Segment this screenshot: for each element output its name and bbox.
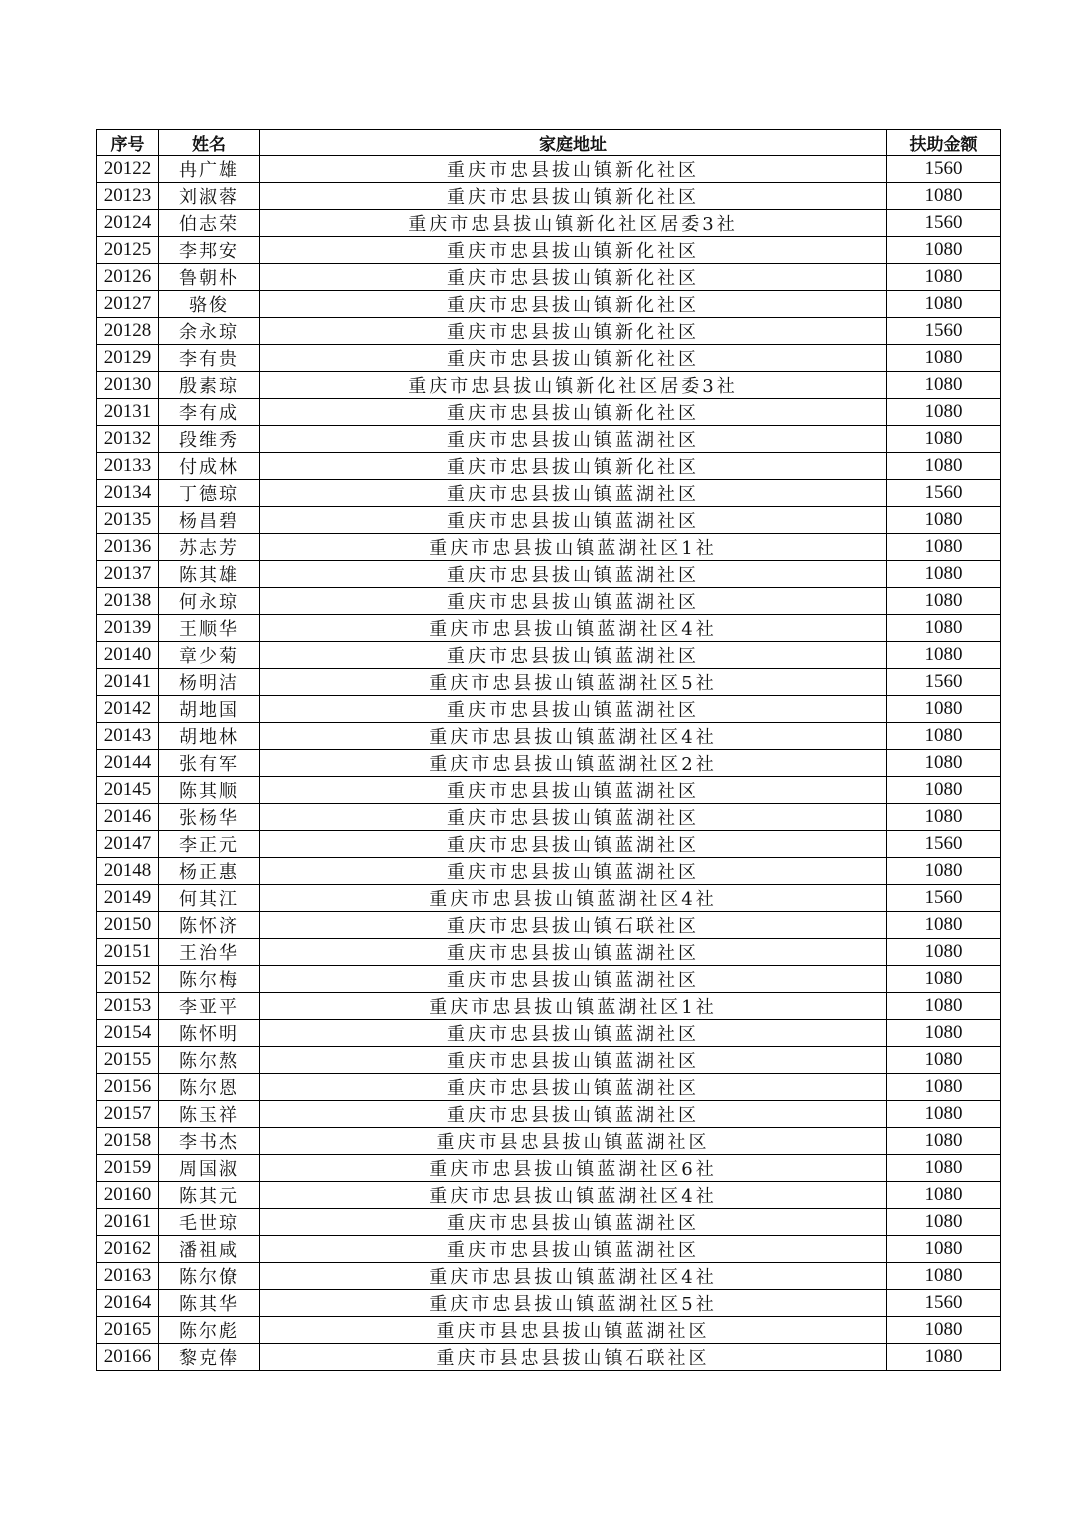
cell-assistance-amount: 1080 [887, 426, 1001, 453]
cell-serial-number: 20151 [97, 939, 159, 966]
cell-assistance-amount: 1080 [887, 264, 1001, 291]
cell-home-address: 重庆市忠县拔山镇蓝湖社区 [260, 858, 887, 885]
cell-home-address: 重庆市忠县拔山镇蓝湖社区 [260, 507, 887, 534]
header-name: 姓名 [159, 130, 260, 156]
cell-assistance-amount: 1080 [887, 993, 1001, 1020]
cell-name: 李正元 [159, 831, 260, 858]
table-row [97, 372, 1001, 399]
cell-serial-number: 20126 [97, 264, 159, 291]
cell-name: 鲁朝朴 [159, 264, 260, 291]
cell-home-address: 重庆市忠县拔山镇蓝湖社区 [260, 966, 887, 993]
cell-home-address: 重庆市忠县拔山镇蓝湖社区 [260, 561, 887, 588]
cell-serial-number: 20128 [97, 318, 159, 345]
cell-name: 丁德琼 [159, 480, 260, 507]
cell-assistance-amount: 1080 [887, 723, 1001, 750]
cell-home-address: 重庆市忠县拔山镇新化社区 [260, 318, 887, 345]
cell-assistance-amount: 1080 [887, 1236, 1001, 1263]
cell-assistance-amount: 1080 [887, 1074, 1001, 1101]
cell-serial-number: 20139 [97, 615, 159, 642]
cell-name: 陈其元 [159, 1182, 260, 1209]
table-row [97, 885, 1001, 912]
cell-name: 刘淑蓉 [159, 183, 260, 210]
cell-serial-number: 20127 [97, 291, 159, 318]
table-row [97, 183, 1001, 210]
header-serial-number: 序号 [97, 130, 159, 156]
cell-assistance-amount: 1080 [887, 561, 1001, 588]
cell-name: 王治华 [159, 939, 260, 966]
cell-assistance-amount: 1080 [887, 1263, 1001, 1290]
cell-home-address: 重庆市忠县拔山镇蓝湖社区 [260, 1047, 887, 1074]
table-row [97, 345, 1001, 372]
cell-name: 张有军 [159, 750, 260, 777]
cell-serial-number: 20148 [97, 858, 159, 885]
cell-serial-number: 20125 [97, 237, 159, 264]
cell-name: 余永琼 [159, 318, 260, 345]
assistance-table-sheet [96, 129, 1000, 1371]
table-row [97, 399, 1001, 426]
cell-serial-number: 20153 [97, 993, 159, 1020]
cell-name: 何永琼 [159, 588, 260, 615]
cell-serial-number: 20154 [97, 1020, 159, 1047]
cell-assistance-amount: 1080 [887, 399, 1001, 426]
cell-home-address: 重庆市忠县拔山镇蓝湖社区 [260, 939, 887, 966]
cell-home-address: 重庆市忠县拔山镇新化社区 [260, 183, 887, 210]
table-row [97, 237, 1001, 264]
table-row [97, 1101, 1001, 1128]
cell-name: 周国淑 [159, 1155, 260, 1182]
cell-home-address: 重庆市忠县拔山镇蓝湖社区4社 [260, 1182, 887, 1209]
cell-name: 殷素琼 [159, 372, 260, 399]
cell-name: 李有成 [159, 399, 260, 426]
cell-serial-number: 20131 [97, 399, 159, 426]
cell-home-address: 重庆市忠县拔山镇新化社区 [260, 399, 887, 426]
cell-name: 李邦安 [159, 237, 260, 264]
cell-serial-number: 20158 [97, 1128, 159, 1155]
cell-home-address: 重庆市忠县拔山镇蓝湖社区4社 [260, 885, 887, 912]
cell-assistance-amount: 1080 [887, 1317, 1001, 1344]
cell-name: 何其江 [159, 885, 260, 912]
cell-name: 陈其顺 [159, 777, 260, 804]
cell-home-address: 重庆市忠县拔山镇蓝湖社区5社 [260, 669, 887, 696]
cell-assistance-amount: 1080 [887, 237, 1001, 264]
table-row [97, 507, 1001, 534]
cell-name: 陈其华 [159, 1290, 260, 1317]
cell-name: 冉广雄 [159, 156, 260, 183]
cell-assistance-amount: 1560 [887, 156, 1001, 183]
table-row [97, 156, 1001, 183]
cell-assistance-amount: 1560 [887, 1290, 1001, 1317]
cell-home-address: 重庆市忠县拔山镇蓝湖社区2社 [260, 750, 887, 777]
cell-serial-number: 20159 [97, 1155, 159, 1182]
header-assistance-amount: 扶助金额 [887, 130, 1001, 156]
cell-serial-number: 20166 [97, 1344, 159, 1371]
cell-name: 陈怀明 [159, 1020, 260, 1047]
cell-home-address: 重庆市忠县拔山镇新化社区居委3社 [260, 210, 887, 237]
table-row [97, 1020, 1001, 1047]
cell-serial-number: 20123 [97, 183, 159, 210]
table-row [97, 1209, 1001, 1236]
cell-home-address: 重庆市忠县拔山镇蓝湖社区1社 [260, 993, 887, 1020]
cell-home-address: 重庆市忠县拔山镇石联社区 [260, 912, 887, 939]
cell-serial-number: 20155 [97, 1047, 159, 1074]
cell-serial-number: 20146 [97, 804, 159, 831]
cell-assistance-amount: 1080 [887, 912, 1001, 939]
cell-assistance-amount: 1560 [887, 831, 1001, 858]
table-row [97, 615, 1001, 642]
cell-name: 毛世琼 [159, 1209, 260, 1236]
table-body [97, 156, 1001, 1371]
table-row [97, 939, 1001, 966]
table-row [97, 642, 1001, 669]
cell-assistance-amount: 1080 [887, 1047, 1001, 1074]
cell-serial-number: 20162 [97, 1236, 159, 1263]
cell-assistance-amount: 1560 [887, 318, 1001, 345]
cell-assistance-amount: 1560 [887, 669, 1001, 696]
cell-serial-number: 20152 [97, 966, 159, 993]
cell-name: 陈尔僚 [159, 1263, 260, 1290]
cell-home-address: 重庆市忠县拔山镇新化社区 [260, 156, 887, 183]
cell-home-address: 重庆市忠县拔山镇蓝湖社区4社 [260, 723, 887, 750]
cell-home-address: 重庆市县忠县拔山镇蓝湖社区 [260, 1128, 887, 1155]
cell-serial-number: 20136 [97, 534, 159, 561]
table-row [97, 1047, 1001, 1074]
cell-name: 章少菊 [159, 642, 260, 669]
cell-name: 段维秀 [159, 426, 260, 453]
cell-assistance-amount: 1080 [887, 939, 1001, 966]
cell-assistance-amount: 1080 [887, 1344, 1001, 1371]
cell-home-address: 重庆市忠县拔山镇新化社区居委3社 [260, 372, 887, 399]
table-row [97, 777, 1001, 804]
table-row [97, 912, 1001, 939]
assistance-table [96, 129, 1001, 1371]
cell-home-address: 重庆市忠县拔山镇蓝湖社区 [260, 1236, 887, 1263]
cell-serial-number: 20133 [97, 453, 159, 480]
table-row [97, 669, 1001, 696]
table-row [97, 831, 1001, 858]
cell-assistance-amount: 1080 [887, 1155, 1001, 1182]
table-row [97, 318, 1001, 345]
table-row [97, 453, 1001, 480]
cell-home-address: 重庆市忠县拔山镇蓝湖社区 [260, 1074, 887, 1101]
cell-home-address: 重庆市忠县拔山镇蓝湖社区 [260, 642, 887, 669]
cell-serial-number: 20137 [97, 561, 159, 588]
cell-serial-number: 20132 [97, 426, 159, 453]
cell-home-address: 重庆市忠县拔山镇新化社区 [260, 264, 887, 291]
cell-name: 陈其雄 [159, 561, 260, 588]
cell-home-address: 重庆市忠县拔山镇蓝湖社区 [260, 804, 887, 831]
cell-name: 付成林 [159, 453, 260, 480]
cell-assistance-amount: 1080 [887, 750, 1001, 777]
cell-serial-number: 20130 [97, 372, 159, 399]
cell-assistance-amount: 1080 [887, 777, 1001, 804]
cell-assistance-amount: 1080 [887, 1101, 1001, 1128]
cell-serial-number: 20138 [97, 588, 159, 615]
cell-name: 陈尔彪 [159, 1317, 260, 1344]
table-row [97, 588, 1001, 615]
cell-serial-number: 20144 [97, 750, 159, 777]
cell-home-address: 重庆市忠县拔山镇蓝湖社区 [260, 696, 887, 723]
cell-serial-number: 20163 [97, 1263, 159, 1290]
cell-home-address: 重庆市忠县拔山镇新化社区 [260, 237, 887, 264]
cell-home-address: 重庆市忠县拔山镇蓝湖社区 [260, 480, 887, 507]
table-row [97, 723, 1001, 750]
table-row [97, 534, 1001, 561]
cell-home-address: 重庆市县忠县拔山镇石联社区 [260, 1344, 887, 1371]
cell-home-address: 重庆市忠县拔山镇新化社区 [260, 345, 887, 372]
cell-name: 王顺华 [159, 615, 260, 642]
table-row [97, 696, 1001, 723]
cell-serial-number: 20129 [97, 345, 159, 372]
cell-assistance-amount: 1080 [887, 966, 1001, 993]
table-row [97, 480, 1001, 507]
cell-home-address: 重庆市忠县拔山镇蓝湖社区5社 [260, 1290, 887, 1317]
cell-assistance-amount: 1080 [887, 345, 1001, 372]
cell-assistance-amount: 1080 [887, 534, 1001, 561]
table-row [97, 1236, 1001, 1263]
cell-serial-number: 20124 [97, 210, 159, 237]
cell-serial-number: 20156 [97, 1074, 159, 1101]
cell-name: 苏志芳 [159, 534, 260, 561]
cell-name: 黎克俸 [159, 1344, 260, 1371]
cell-name: 胡地国 [159, 696, 260, 723]
cell-home-address: 重庆市忠县拔山镇蓝湖社区 [260, 1209, 887, 1236]
cell-name: 李书杰 [159, 1128, 260, 1155]
cell-home-address: 重庆市忠县拔山镇蓝湖社区 [260, 777, 887, 804]
cell-home-address: 重庆市忠县拔山镇蓝湖社区4社 [260, 615, 887, 642]
cell-serial-number: 20140 [97, 642, 159, 669]
cell-home-address: 重庆市忠县拔山镇蓝湖社区 [260, 1020, 887, 1047]
table-row [97, 966, 1001, 993]
cell-serial-number: 20165 [97, 1317, 159, 1344]
cell-serial-number: 20145 [97, 777, 159, 804]
cell-home-address: 重庆市忠县拔山镇蓝湖社区 [260, 1101, 887, 1128]
cell-name: 陈玉祥 [159, 1101, 260, 1128]
cell-assistance-amount: 1560 [887, 480, 1001, 507]
table-row [97, 1263, 1001, 1290]
table-row [97, 858, 1001, 885]
cell-assistance-amount: 1080 [887, 372, 1001, 399]
cell-assistance-amount: 1080 [887, 642, 1001, 669]
cell-serial-number: 20149 [97, 885, 159, 912]
cell-assistance-amount: 1560 [887, 885, 1001, 912]
cell-serial-number: 20161 [97, 1209, 159, 1236]
cell-name: 骆俊 [159, 291, 260, 318]
cell-name: 张杨华 [159, 804, 260, 831]
cell-serial-number: 20160 [97, 1182, 159, 1209]
cell-assistance-amount: 1080 [887, 1182, 1001, 1209]
table-row [97, 291, 1001, 318]
cell-assistance-amount: 1080 [887, 615, 1001, 642]
table-row [97, 804, 1001, 831]
table-row [97, 750, 1001, 777]
cell-name: 伯志荣 [159, 210, 260, 237]
cell-assistance-amount: 1080 [887, 588, 1001, 615]
cell-serial-number: 20122 [97, 156, 159, 183]
cell-assistance-amount: 1080 [887, 507, 1001, 534]
table-row [97, 1074, 1001, 1101]
cell-name: 杨明洁 [159, 669, 260, 696]
cell-name: 杨昌碧 [159, 507, 260, 534]
cell-serial-number: 20147 [97, 831, 159, 858]
cell-assistance-amount: 1080 [887, 1209, 1001, 1236]
table-row [97, 1290, 1001, 1317]
cell-name: 李有贵 [159, 345, 260, 372]
cell-serial-number: 20134 [97, 480, 159, 507]
cell-serial-number: 20157 [97, 1101, 159, 1128]
cell-name: 潘祖咸 [159, 1236, 260, 1263]
cell-name: 陈尔梅 [159, 966, 260, 993]
cell-serial-number: 20143 [97, 723, 159, 750]
table-row [97, 1155, 1001, 1182]
table-row [97, 264, 1001, 291]
cell-home-address: 重庆市忠县拔山镇蓝湖社区1社 [260, 534, 887, 561]
table-row [97, 561, 1001, 588]
table-row [97, 426, 1001, 453]
cell-serial-number: 20142 [97, 696, 159, 723]
cell-home-address: 重庆市忠县拔山镇蓝湖社区 [260, 426, 887, 453]
cell-home-address: 重庆市忠县拔山镇新化社区 [260, 453, 887, 480]
table-row [97, 1182, 1001, 1209]
cell-name: 陈尔熬 [159, 1047, 260, 1074]
cell-assistance-amount: 1080 [887, 804, 1001, 831]
cell-assistance-amount: 1080 [887, 858, 1001, 885]
cell-assistance-amount: 1080 [887, 1128, 1001, 1155]
table-row [97, 1317, 1001, 1344]
cell-home-address: 重庆市忠县拔山镇蓝湖社区6社 [260, 1155, 887, 1182]
cell-name: 陈尔恩 [159, 1074, 260, 1101]
table-row [97, 993, 1001, 1020]
cell-assistance-amount: 1080 [887, 291, 1001, 318]
cell-name: 胡地林 [159, 723, 260, 750]
cell-home-address: 重庆市忠县拔山镇蓝湖社区 [260, 588, 887, 615]
cell-serial-number: 20141 [97, 669, 159, 696]
cell-name: 陈怀济 [159, 912, 260, 939]
cell-home-address: 重庆市忠县拔山镇新化社区 [260, 291, 887, 318]
cell-assistance-amount: 1080 [887, 183, 1001, 210]
table-row [97, 1344, 1001, 1371]
cell-name: 李亚平 [159, 993, 260, 1020]
cell-assistance-amount: 1080 [887, 696, 1001, 723]
cell-serial-number: 20150 [97, 912, 159, 939]
cell-home-address: 重庆市县忠县拔山镇蓝湖社区 [260, 1317, 887, 1344]
table-header-row [97, 130, 1001, 156]
header-home-address: 家庭地址 [260, 130, 887, 156]
table-row [97, 1128, 1001, 1155]
table-row [97, 210, 1001, 237]
cell-home-address: 重庆市忠县拔山镇蓝湖社区 [260, 831, 887, 858]
cell-assistance-amount: 1080 [887, 1020, 1001, 1047]
cell-name: 杨正惠 [159, 858, 260, 885]
cell-serial-number: 20164 [97, 1290, 159, 1317]
cell-home-address: 重庆市忠县拔山镇蓝湖社区4社 [260, 1263, 887, 1290]
cell-assistance-amount: 1080 [887, 453, 1001, 480]
cell-serial-number: 20135 [97, 507, 159, 534]
cell-assistance-amount: 1560 [887, 210, 1001, 237]
